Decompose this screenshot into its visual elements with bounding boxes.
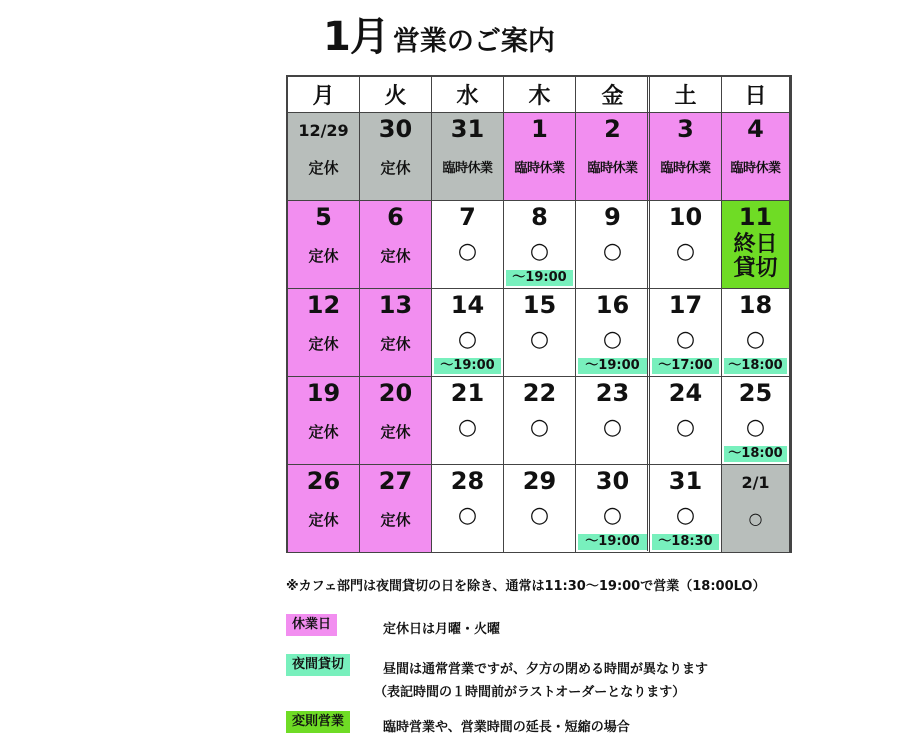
weekday-header: 月 [288,77,360,113]
calendar-day-cell [722,289,790,377]
day-status: 臨時休業 [442,161,493,176]
open-mark: ○ [529,327,550,352]
day-status: 定休 [380,423,411,441]
calendar-day-cell [288,377,360,465]
day-number: 11 [738,203,773,231]
weekday-header: 金 [576,77,650,113]
day-number: 3 [677,115,694,143]
closing-time-band: ～19:00 [506,270,573,286]
day-number: 29 [522,467,557,495]
day-number: 16 [595,291,630,319]
closing-time-band: ～19:00 [578,358,647,374]
calendar-day-cell [360,201,432,289]
day-number: 7 [459,203,476,231]
calendar-grid [286,75,792,553]
day-number: 5 [315,203,332,231]
closing-time-band: ～18:00 [724,446,787,462]
day-status: 臨時休業 [587,161,638,176]
day-number: 26 [306,467,341,495]
open-mark: ○ [675,239,696,264]
open-mark: ○ [675,415,696,440]
legend-text-night: 昼間は通常営業ですが、夕方の閉める時間が異なります [383,662,709,677]
day-status: 定休 [308,247,339,265]
day-number: 12 [306,291,341,319]
open-mark: ○ [602,327,623,352]
calendar-day-cell [432,201,504,289]
calendar-day-cell [650,377,722,465]
calendar-day-cell [360,113,432,201]
calendar-day-cell [650,201,722,289]
day-number: 6 [387,203,404,231]
open-mark: ○ [529,503,550,528]
calendar-day-cell [504,465,576,553]
calendar-day-cell [432,465,504,553]
day-number: 30 [378,115,413,143]
weekday-header: 木 [504,77,576,113]
closing-time-band: ～19:00 [578,534,647,550]
day-number: 15 [522,291,557,319]
calendar-day-cell [650,113,722,201]
title-month: 1月 [323,14,389,60]
calendar-day-cell [288,289,360,377]
day-status: 定休 [308,335,339,353]
day-status: 定休 [308,511,339,529]
cafe-hours-note: ※カフェ部門は夜間貸切の日を除き、通常は11:30～19:00で営業（18:00LO） [286,579,766,594]
calendar-day-cell [722,377,790,465]
legend-badge-closed: 休業日 [286,614,337,636]
day-status: 臨時休業 [514,161,565,176]
calendar-day-cell [722,465,790,553]
day-status: 定休 [380,335,411,353]
day-number: 22 [522,379,557,407]
day-status: 終日 貸切 [733,232,778,281]
calendar-day-cell [576,201,650,289]
day-number: 2/1 [741,473,770,492]
legend-text-closed: 定休日は月曜・火曜 [383,622,501,637]
weekday-header: 日 [722,77,790,113]
closing-time-band: ～18:30 [652,534,719,550]
open-mark: ○ [457,503,478,528]
day-number: 31 [668,467,703,495]
closing-time-band: ～18:00 [724,358,787,374]
open-mark: ○ [675,503,696,528]
day-number: 31 [450,115,485,143]
calendar-day-cell [576,465,650,553]
legend-text-night-2: （表記時間の１時間前がラストオーダーとなります） [374,685,686,700]
calendar-day-cell [288,465,360,553]
day-number: 24 [668,379,703,407]
day-status: 定休 [380,511,411,529]
calendar-day-cell [288,201,360,289]
day-status: 定休 [380,159,411,177]
legend-badge-special: 変則営業 [286,711,350,733]
calendar-day-cell [360,465,432,553]
day-number: 19 [306,379,341,407]
day-number: 20 [378,379,413,407]
day-number: 21 [450,379,485,407]
day-status: 定休 [380,247,411,265]
calendar-day-cell [432,377,504,465]
weekday-header: 土 [650,77,722,113]
calendar-day-cell [504,113,576,201]
day-number: 2 [604,115,621,143]
calendar-day-cell [504,377,576,465]
page-title [323,5,555,60]
calendar-day-cell [504,201,576,289]
day-number: 25 [738,379,773,407]
open-mark: ○ [745,415,766,440]
day-number: 1 [531,115,548,143]
day-number: 9 [604,203,621,231]
day-number: 13 [378,291,413,319]
calendar-day-cell [722,201,790,289]
open-mark: ○ [602,503,623,528]
day-number: 17 [668,291,703,319]
calendar-day-cell [432,289,504,377]
weekday-header: 水 [432,77,504,113]
calendar-day-cell [576,113,650,201]
day-status: 臨時休業 [660,161,711,176]
day-number: 27 [378,467,413,495]
open-mark: ○ [675,327,696,352]
day-number: 28 [450,467,485,495]
day-number: 14 [450,291,485,319]
calendar-day-cell [650,465,722,553]
legend-text-special: 臨時営業や、営業時間の延長・短縮の場合 [383,720,630,735]
calendar-day-cell [432,113,504,201]
weekday-header: 火 [360,77,432,113]
closing-time-band: ～19:00 [434,358,501,374]
open-mark: ○ [602,415,623,440]
day-number: 23 [595,379,630,407]
calendar-day-cell [360,289,432,377]
day-number: 18 [738,291,773,319]
day-number: 10 [668,203,703,231]
calendar-day-cell [504,289,576,377]
legend-badge-night: 夜間貸切 [286,654,350,676]
day-number: 8 [531,203,548,231]
calendar-day-cell [576,377,650,465]
open-mark: ○ [748,509,763,528]
day-number: 30 [595,467,630,495]
open-mark: ○ [457,327,478,352]
open-mark: ○ [745,327,766,352]
calendar-day-cell [576,289,650,377]
title-text: 営業のご案内 [392,26,555,57]
open-mark: ○ [529,415,550,440]
calendar-day-cell [722,113,790,201]
open-mark: ○ [457,239,478,264]
day-status: 臨時休業 [730,161,781,176]
open-mark: ○ [529,239,550,264]
weekend-divider [647,77,650,551]
day-number: 4 [747,115,764,143]
day-status: 定休 [308,423,339,441]
day-number: 12/29 [298,121,349,140]
calendar-day-cell [650,289,722,377]
calendar-day-cell [288,113,360,201]
closing-time-band: ～17:00 [652,358,719,374]
open-mark: ○ [602,239,623,264]
day-status: 定休 [308,159,339,177]
open-mark: ○ [457,415,478,440]
calendar-day-cell [360,377,432,465]
